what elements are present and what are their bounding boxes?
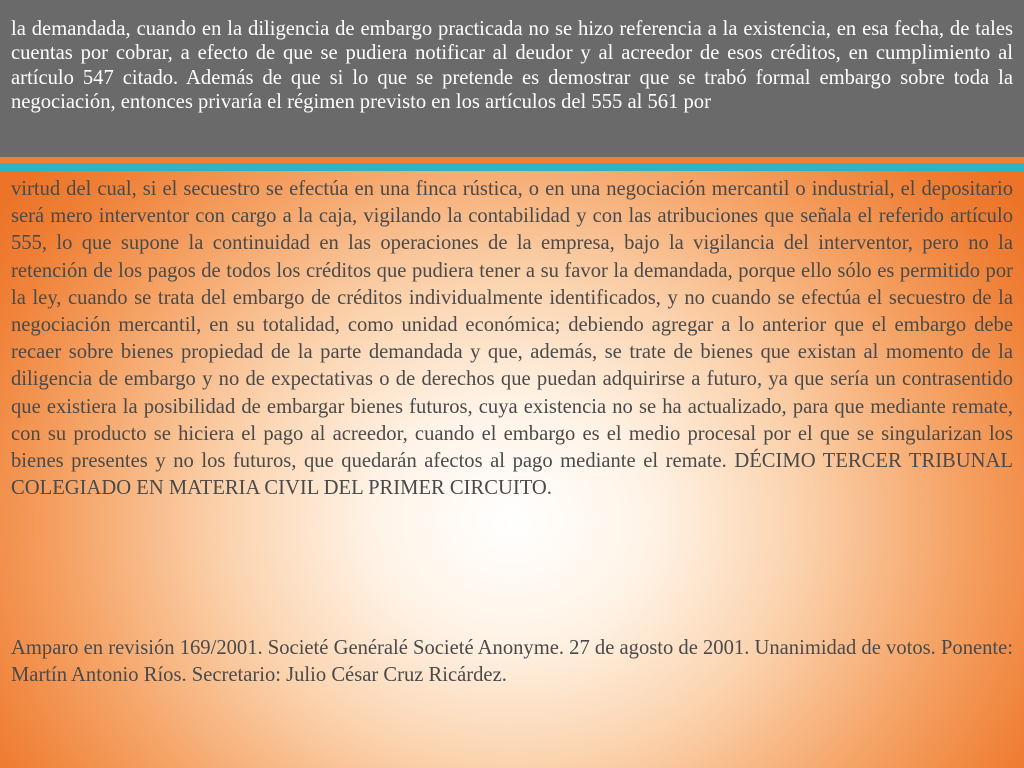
header-paragraph: la demandada, cuando en la diligencia de embargo practicada no se hizo referencia a la existencia, en esa fecha, de tales cuentas por cobrar, a efecto de que se pudiera notificar al deudor y al acreedor de esos créditos, en cumplimiento al artículo 547 citado. Además de que si lo que se pretende es demostrar que se trabó formal embargo sobre toda la negociación, entonces privaría el régimen previsto en los artículos del 555 al 561 por — [11, 18, 1013, 114]
teal-divider-stripe — [0, 163, 1024, 171]
citation-paragraph: Amparo en revisión 169/2001. Societé Genéralé Societé Anonyme. 27 de agosto de 2001. Unanimidad de votos. Ponente: Martín Antonio Ríos. Secretario: Julio César Cruz Ricárdez. — [11, 637, 1014, 686]
body-paragraph: virtud del cual, si el secuestro se efectúa en una finca rústica, o en una negociación mercantil o industrial, el depositario será mero interventor con cargo a la caja, vigilando la contabilidad y con las atribuciones que señala el referido artículo 555, lo que supone la continuidad en las operaciones de la empresa, bajo la vigilancia del interventor, pero no la retención de los pagos de todos los créditos que pudiera tener a su favor la demandada, porque ello sólo es permitido por la ley, cuando se trata del embargo de créditos individualmente identificados, y no cuando se efectúa el secuestro de la negociación mercantil, en su totalidad, como unidad económica; debiendo agregar a lo anterior que el embargo debe recaer sobre bienes propiedad de la parte demandada y que, además, se trate de bienes que existan al momento de la diligencia de embargo y no de expectativas o de derechos que puedan adquirirse a futuro, ya que sería un contrasentido que existiera la posibilidad de embargar bienes futuros, cuya existencia no se ha actualizado, para que mediante remate, con su producto se hiciera el pago al acreedor, cuando el embargo es el medio procesal por el que se singularizan los bienes presentes y no los futuros, que quedarán afectos al pago mediante el remate. DÉCIMO TERCER TRIBUNAL COLEGIADO EN MATERIA CIVIL DEL PRIMER CIRCUITO. — [11, 178, 1013, 500]
